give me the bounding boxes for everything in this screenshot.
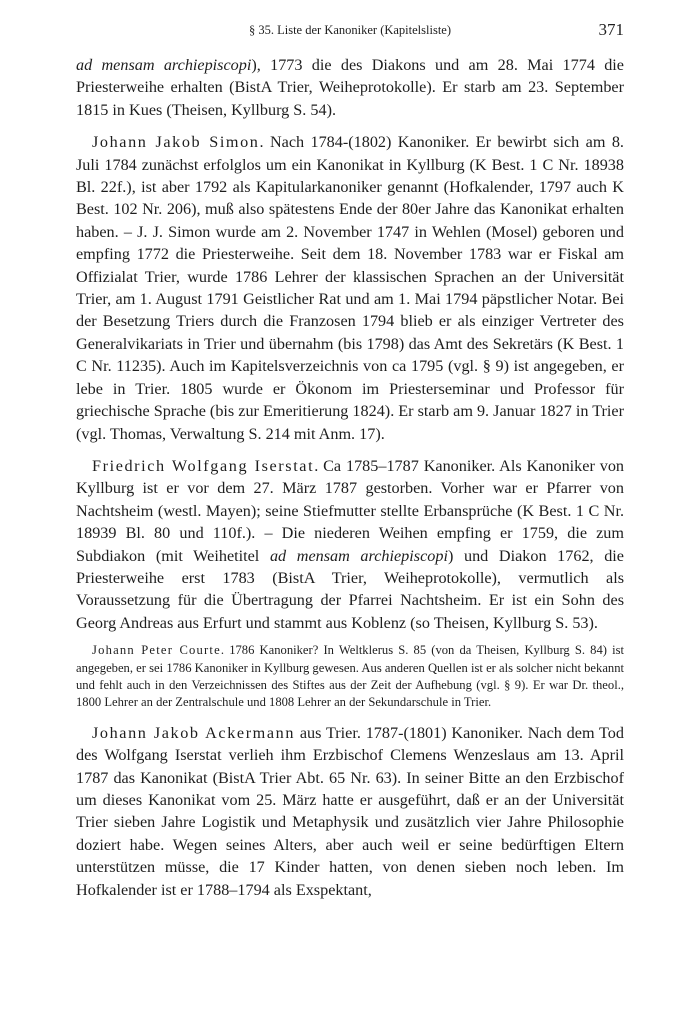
entry-ackermann (76, 722, 624, 901)
running-head (76, 20, 624, 50)
entry-text: . Ca 1785–1787 Kanoniker. Als Kanoniker von Kyllburg ist er vor dem 27. März 1787 gestorben. Vorher war er Pfarrer von Nachtsheim (westl. Mayen); seine Stiefmutter stellte Erbansprüche (K Best. 1 C Nr. 18939 Bl. 80 und 110f.). – Die niederen Weihen empfing er 1759, die zum Subdiakon (mit Weihetitel (76, 456, 625, 565)
page-number: 371 (598, 20, 624, 39)
italic-phrase: ad mensam archiepiscopi (269, 546, 448, 565)
entry-simon (76, 131, 624, 445)
running-head-title: § 35. Liste der Kanoniker (Kapitelsliste) (248, 23, 452, 37)
entry-name: Johann Peter Courte (92, 643, 221, 658)
entry-name: Johann Jakob Simon (92, 133, 260, 152)
entry-text: aus Trier. 1787-(1801) Kanoniker. Nach dem Tod des Wolfgang Iserstat verlieh ihm Erzbischof Clemens Wenzeslaus am 13. April 1787 das Kanonikat (BistA Trier Abt. 65 Nr. 63). In seiner Bitte an den Erzbischof um dieses Kanonikat vom 25. März hatte er ausgeführt, daß er an der Universität Trier sieben Jahre Logistik und Metaphysik und zusätzlich vier Jahre Philosophie doziert habe. Wegen seines Alters, aber auch weil er seine bedürftigen Eltern unterstützen müsse, die 17 Kinder hatten, von denen sieben noch leben. Im Hofkalender ist er 1788–1794 als Exspektant, (76, 723, 624, 899)
entry-name: Friedrich Wolfgang Iserstat (92, 456, 315, 475)
entry-iserstat (76, 455, 624, 634)
paragraph-continuation (76, 54, 624, 121)
paragraph-text: ), 1773 die des Diakons und am 28. Mai 1774 die Priesterweihe erhalten (BistA Trier, Weiheprotokolle). Er starb am 23. September 1815 in Kues (Theisen, Kyllburg S. 54). (76, 56, 624, 119)
entry-text-continued: ) und Diakon 1762, die Priesterweihe erst 1783 (BistA Trier, Weiheprotokolle), vermutlich als Voraussetzung für die Übertragung der Pfarrei Nachtsheim. Er ist ein Sohn des Georg Andreas aus Erfurt und stammt aus Koblenz (so Theisen, Kyllburg S. 53). (76, 546, 624, 632)
entry-name: Johann Jakob Ackermann (92, 723, 296, 742)
entry-text: . 1786 Kanoniker? In Weltklerus S. 85 (von da Theisen, Kyllburg S. 84) ist angegeben, er sei 1786 Kanoniker in Kyllburg gewesen. Aus anderen Quellen ist er als solcher nicht bekannt und fehlt auch in den Verzeichnissen des Stiftes aus der Zeit der Aufhebung (vgl. § 9). Er war Dr. theol., 1800 Lehrer an der Zentralschule und 1808 Lehrer an der Sekundarschule in Trier. (76, 643, 624, 710)
entry-courte-note (76, 642, 624, 712)
page-body (76, 54, 624, 901)
italic-phrase: ad mensam archiepiscopi (76, 56, 252, 74)
entry-text: . Nach 1784-(1802) Kanoniker. Er bewirbt sich am 8. Juli 1784 zunächst erfolglos um ein Kanonikat in Kyllburg (K Best. 1 C Nr. 18938 Bl. 22f.), ist aber 1792 als Kapitularkanoniker genannt (Hofkalender, 1797 auch K Best. 102 Nr. 206), muß also spätestens Ende der 80er Jahre das Kanonikat erhalten haben. – J. J. Simon wurde am 2. November 1747 in Wehlen (Mosel) geboren und empfing 1772 die Priesterweihe. Seit dem 18. November 1783 war er Fiskal am Offizialat Trier, wurde 1786 Lehrer der klassischen Sprachen an der Universität Trier, am 1. August 1791 Geistlicher Rat und am 1. Mai 1794 päpstlicher Notar. Bei der Besetzung Triers durch die Franzosen 1794 blieb er als einziger Vertreter des Generalvikariats in Trier und übernahm (bis 1798) das Amt des Sekretärs (K Best. 1 C Nr. 11235). Auch im Kapitelsverzeichnis von ca 1795 (vgl. § 9) ist angegeben, er lebe in Trier. 1805 wurde er Ökonom im Priesterseminar und Professor für griechische Sprache (bis zur Emeritierung 1824). Er starb am 9. Januar 1827 in Trier (vgl. Thomas, Verwaltung S. 214 mit Anm. 17). (76, 133, 624, 443)
